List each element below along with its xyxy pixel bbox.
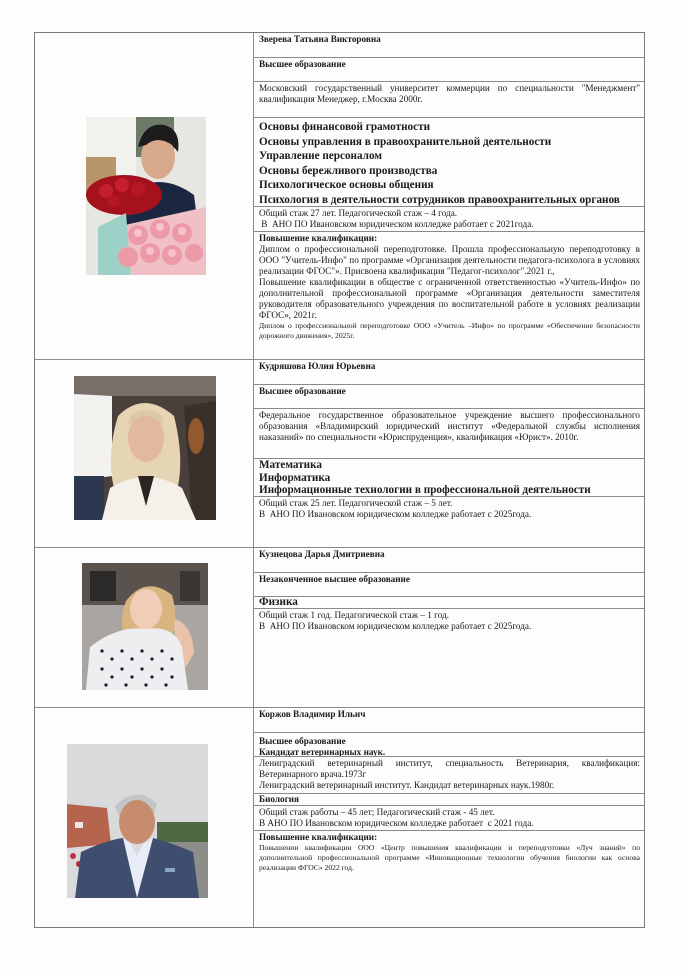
experience-text: Общий стаж 1 год. Педагогической стаж – 1 год. (259, 610, 449, 620)
teacher-name: Коржов Владимир Ильич (259, 709, 366, 719)
education-details: Федеральное государственное образовательное учреждение высшего профессионального образования «Владимирский юридический институт «Федеральной службы исполнения наказаний» по специальности «Юриспруденция», квалификация «Юрист». 2010г. (254, 408, 644, 458)
subject: Управление персоналом (259, 150, 382, 163)
photo-cell (35, 548, 254, 707)
education-level: Незаконченное высшее образование (254, 572, 644, 596)
teacher-name: Кузнецова Дарья Дмитриевна (259, 549, 385, 559)
experience-text: Общий стаж работы – 45 лет; Педагогический стаж - 45 лет. (259, 807, 495, 817)
info-cell (254, 548, 644, 707)
qualification-title: Повышение квалификации: (259, 832, 378, 842)
subject: Информационные технологии в профессиональной деятельности (259, 484, 591, 496)
info-cell (254, 708, 644, 927)
teacher-name: Зверева Татьяна Викторовна (259, 34, 381, 44)
teacher-row (35, 547, 644, 707)
subject: Биология (254, 793, 644, 805)
experience-block (254, 608, 644, 707)
subject: Психология в деятельности сотрудников правоохранительных органов (259, 193, 620, 206)
qualification-item: Диплом о профессиональной переподготовке. Прошла профессиональную переподготовку в ООО "Учитель-Инфо" по программе «Организация деятельности педагога-психолога в условиях реализации ФГОС"». Присвоена квалификация "Педагог-психолог".2021 г., (259, 244, 640, 276)
education-level: Высшее образование (254, 384, 644, 408)
subjects-list (254, 458, 644, 496)
teacher-photo (67, 744, 208, 898)
teacher-photo (74, 376, 216, 520)
photo-cell (35, 360, 254, 547)
experience-block (254, 206, 644, 231)
education-level: Высшее образование (259, 736, 346, 746)
qualification-title: Повышение квалификации: (259, 233, 378, 243)
info-cell (254, 33, 644, 359)
subject: Основы бережливого производства (259, 164, 438, 177)
teacher-photo (86, 117, 206, 275)
subject: Физика (259, 596, 298, 608)
teacher-row (35, 707, 644, 927)
experience-text: Общий стаж 27 лет. Педагогической стаж – 4 года. (259, 208, 458, 218)
education-details: Московский государственный университет коммерции по специальности "Менеджмент" квалификация Менеджер, г.Москва 2000г. (254, 81, 644, 117)
education-item: Лениградский ветеринарный институт. Кандидат ветеринарных наук.1980г. (259, 780, 555, 790)
photo-cell (35, 708, 254, 927)
subject: Психологическое основы общения (259, 179, 434, 192)
subjects-list (254, 117, 644, 206)
subjects-list (254, 596, 644, 608)
employment-text: В АНО ПО Ивановском юридическом колледже работает с 2021года. (259, 219, 534, 229)
teacher-name: Кудряшова Юлия Юрьевна (259, 361, 376, 371)
experience-block (254, 496, 644, 547)
qualification-small: Повышении квалификации ООО «Центр повышения квалификации и переподготовки «Луч знаний» по дополнительной профессиональной программе «Инновационные технологии обучения биологии как основа реализации ФГОС» 2022 год. (259, 843, 640, 872)
education-details (254, 756, 644, 793)
teachers-table (34, 32, 645, 928)
employment-text: В АНО ПО Ивановском юридическом колледже работает с 2021 года. (259, 818, 534, 828)
employment-text: В АНО ПО Ивановском юридическом колледже работает с 2025года. (259, 621, 532, 631)
info-cell (254, 360, 644, 547)
experience-block (254, 805, 644, 830)
qualification-block (254, 231, 644, 359)
employment-text: В АНО ПО Ивановском юридическом колледже работает с 2025года. (259, 509, 532, 519)
subject: Основы финансовой грамотности (259, 121, 431, 133)
experience-text: Общий стаж 25 лет. Педагогической стаж – 5 лет. (259, 498, 453, 508)
qualification-block (254, 830, 644, 927)
subject: Информатика (259, 471, 331, 484)
subject: Математика (259, 459, 322, 471)
teacher-row (35, 33, 644, 359)
qualification-item: Повышение квалификации в обществе с ограниченной ответственностью «Учитель-Инфо» по дополнительной профессиональной программе «Организация деятельности заместителя руководителя образовательного учреждения по воспитательной работе в условиях реализации ФГОС», 2021г. (259, 277, 640, 320)
education-level: Высшее образование (254, 57, 644, 81)
education-level-block (254, 732, 644, 756)
teacher-row (35, 359, 644, 547)
teacher-photo (82, 563, 208, 690)
qualification-small: Диплом о профессиональной переподготовке ООО «Учитель –Инфо» по программе «Обеспечение безопасности дорожного движения», 2025г. (259, 321, 640, 340)
academic-degree: Кандидат ветеринарных наук. (259, 747, 386, 757)
subject: Основы управления в правоохранительной деятельности (259, 135, 552, 148)
education-item: Лениградский ветеринарный институт, специальность Ветеринария, квалификация: Ветеринарного врача.1973г (259, 758, 640, 779)
photo-cell (35, 33, 254, 359)
